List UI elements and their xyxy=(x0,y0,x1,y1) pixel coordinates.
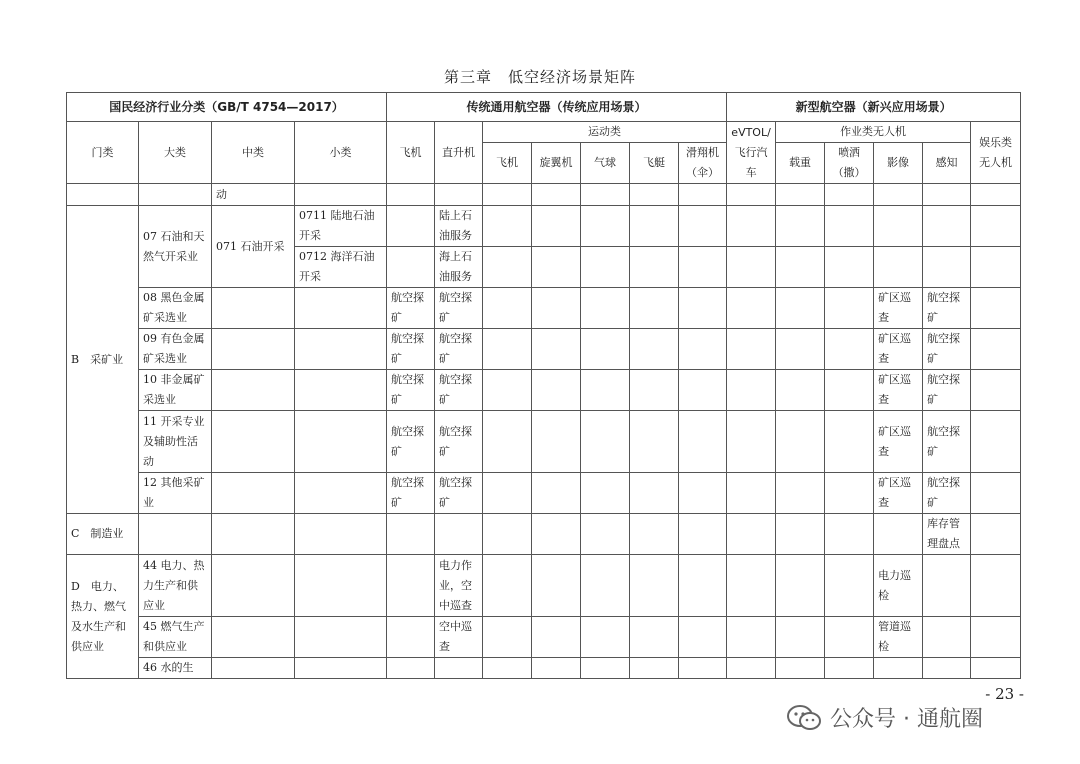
group-classification: 国民经济行业分类（GB/T 4754—2017） xyxy=(67,93,387,122)
table-row xyxy=(67,329,1021,370)
cell-zhong: 071 石油开采 xyxy=(212,206,295,288)
cell-da: 07 石油和天然气开采业 xyxy=(139,206,212,288)
cell-helicopter: 陆上石油服务 xyxy=(435,206,483,247)
cell-sensing: 航空探矿 xyxy=(923,370,971,411)
header-evtol: eVTOL/飞行汽车 xyxy=(727,122,776,184)
table-row xyxy=(67,411,1021,473)
cell-airplane: 航空探矿 xyxy=(387,370,435,411)
header-da-lei: 大类 xyxy=(139,122,212,184)
cell-sensing: 航空探矿 xyxy=(923,473,971,514)
cell-da: 46 水的生 xyxy=(139,658,212,679)
header-men-lei: 门类 xyxy=(67,122,139,184)
cell-helicopter: 电力作业，空中巡查 xyxy=(435,555,483,617)
cell-da: 44 电力、热力生产和供应业 xyxy=(139,555,212,617)
header-sports: 运动类 xyxy=(483,122,727,143)
header-helicopter: 直升机 xyxy=(435,122,483,184)
cell-sensing: 航空探矿 xyxy=(923,329,971,370)
cell-imaging: 电力巡检 xyxy=(874,555,923,617)
wechat-icon xyxy=(786,704,822,732)
header-sport-airplane: 飞机 xyxy=(483,143,532,184)
cell-xiao: 0711 陆地石油开采 xyxy=(295,206,387,247)
cell-sensing: 航空探矿 xyxy=(923,411,971,473)
table-row xyxy=(67,555,1021,617)
table-row xyxy=(67,184,1021,206)
header-airplane: 飞机 xyxy=(387,122,435,184)
cell-airplane: 航空探矿 xyxy=(387,411,435,473)
table-row xyxy=(67,206,1021,247)
header-sport-airship: 飞艇 xyxy=(630,143,679,184)
header-row-groups xyxy=(67,93,1021,122)
cell-zhong: 动 xyxy=(212,184,295,206)
cell-sensing: 航空探矿 xyxy=(923,288,971,329)
cell-da: 12 其他采矿业 xyxy=(139,473,212,514)
watermark xyxy=(786,702,983,733)
cell-airplane: 航空探矿 xyxy=(387,288,435,329)
cell-helicopter: 海上石油服务 xyxy=(435,247,483,288)
header-sport-glider: 滑翔机（伞） xyxy=(679,143,727,184)
chapter-title: 第三章 低空经济场景矩阵 xyxy=(443,68,636,86)
cell-xiao: 0712 海洋石油开采 xyxy=(295,247,387,288)
page-number: - 23 - xyxy=(985,685,1024,703)
header-work-imaging: 影像 xyxy=(874,143,923,184)
header-entertainment: 娱乐类无人机 xyxy=(971,122,1021,184)
table-row xyxy=(67,617,1021,658)
header-work-spray: 喷洒（撒） xyxy=(825,143,874,184)
header-sport-gyroplane: 旋翼机 xyxy=(532,143,581,184)
cell-da: 11 开采专业及辅助性活动 xyxy=(139,411,212,473)
watermark-text: 公众号 · 通航圈 xyxy=(830,707,983,732)
table-row xyxy=(67,514,1021,555)
cell-airplane: 航空探矿 xyxy=(387,329,435,370)
cell-da: 45 燃气生产和供应业 xyxy=(139,617,212,658)
cell-da: 09 有色金属矿采选业 xyxy=(139,329,212,370)
header-xiao-lei: 小类 xyxy=(295,122,387,184)
cell-helicopter: 航空探矿 xyxy=(435,411,483,473)
header-sport-balloon: 气球 xyxy=(581,143,630,184)
header-row-sub xyxy=(67,122,1021,143)
cell-da: 10 非金属矿采选业 xyxy=(139,370,212,411)
scenario-matrix-table xyxy=(66,92,1021,679)
cell-sensing: 库存管理盘点 xyxy=(923,514,971,555)
cell-helicopter: 航空探矿 xyxy=(435,473,483,514)
group-traditional: 传统通用航空器（传统应用场景） xyxy=(387,93,727,122)
section-c-label: C 制造业 xyxy=(67,514,139,555)
cell-da: 08 黑色金属矿采选业 xyxy=(139,288,212,329)
header-zhong-lei: 中类 xyxy=(212,122,295,184)
cell-airplane: 航空探矿 xyxy=(387,473,435,514)
cell-imaging: 管道巡检 xyxy=(874,617,923,658)
cell-imaging: 矿区巡查 xyxy=(874,329,923,370)
section-b-label: B 采矿业 xyxy=(67,206,139,514)
group-new: 新型航空器（新兴应用场景） xyxy=(727,93,1021,122)
section-d-label: D 电力、热力、燃气及水生产和供应业 xyxy=(67,555,139,679)
table-row xyxy=(67,658,1021,679)
cell-imaging: 矿区巡查 xyxy=(874,473,923,514)
header-work-uav: 作业类无人机 xyxy=(776,122,971,143)
header-work-sensing: 感知 xyxy=(923,143,971,184)
header-work-payload: 载重 xyxy=(776,143,825,184)
cell-helicopter: 空中巡查 xyxy=(435,617,483,658)
cell-helicopter: 航空探矿 xyxy=(435,329,483,370)
cell-helicopter: 航空探矿 xyxy=(435,370,483,411)
table-row xyxy=(67,370,1021,411)
table-row xyxy=(67,473,1021,514)
cell-imaging: 矿区巡查 xyxy=(874,288,923,329)
cell-imaging: 矿区巡查 xyxy=(874,370,923,411)
table-row xyxy=(67,288,1021,329)
cell-helicopter: 航空探矿 xyxy=(435,288,483,329)
cell-imaging: 矿区巡查 xyxy=(874,411,923,473)
